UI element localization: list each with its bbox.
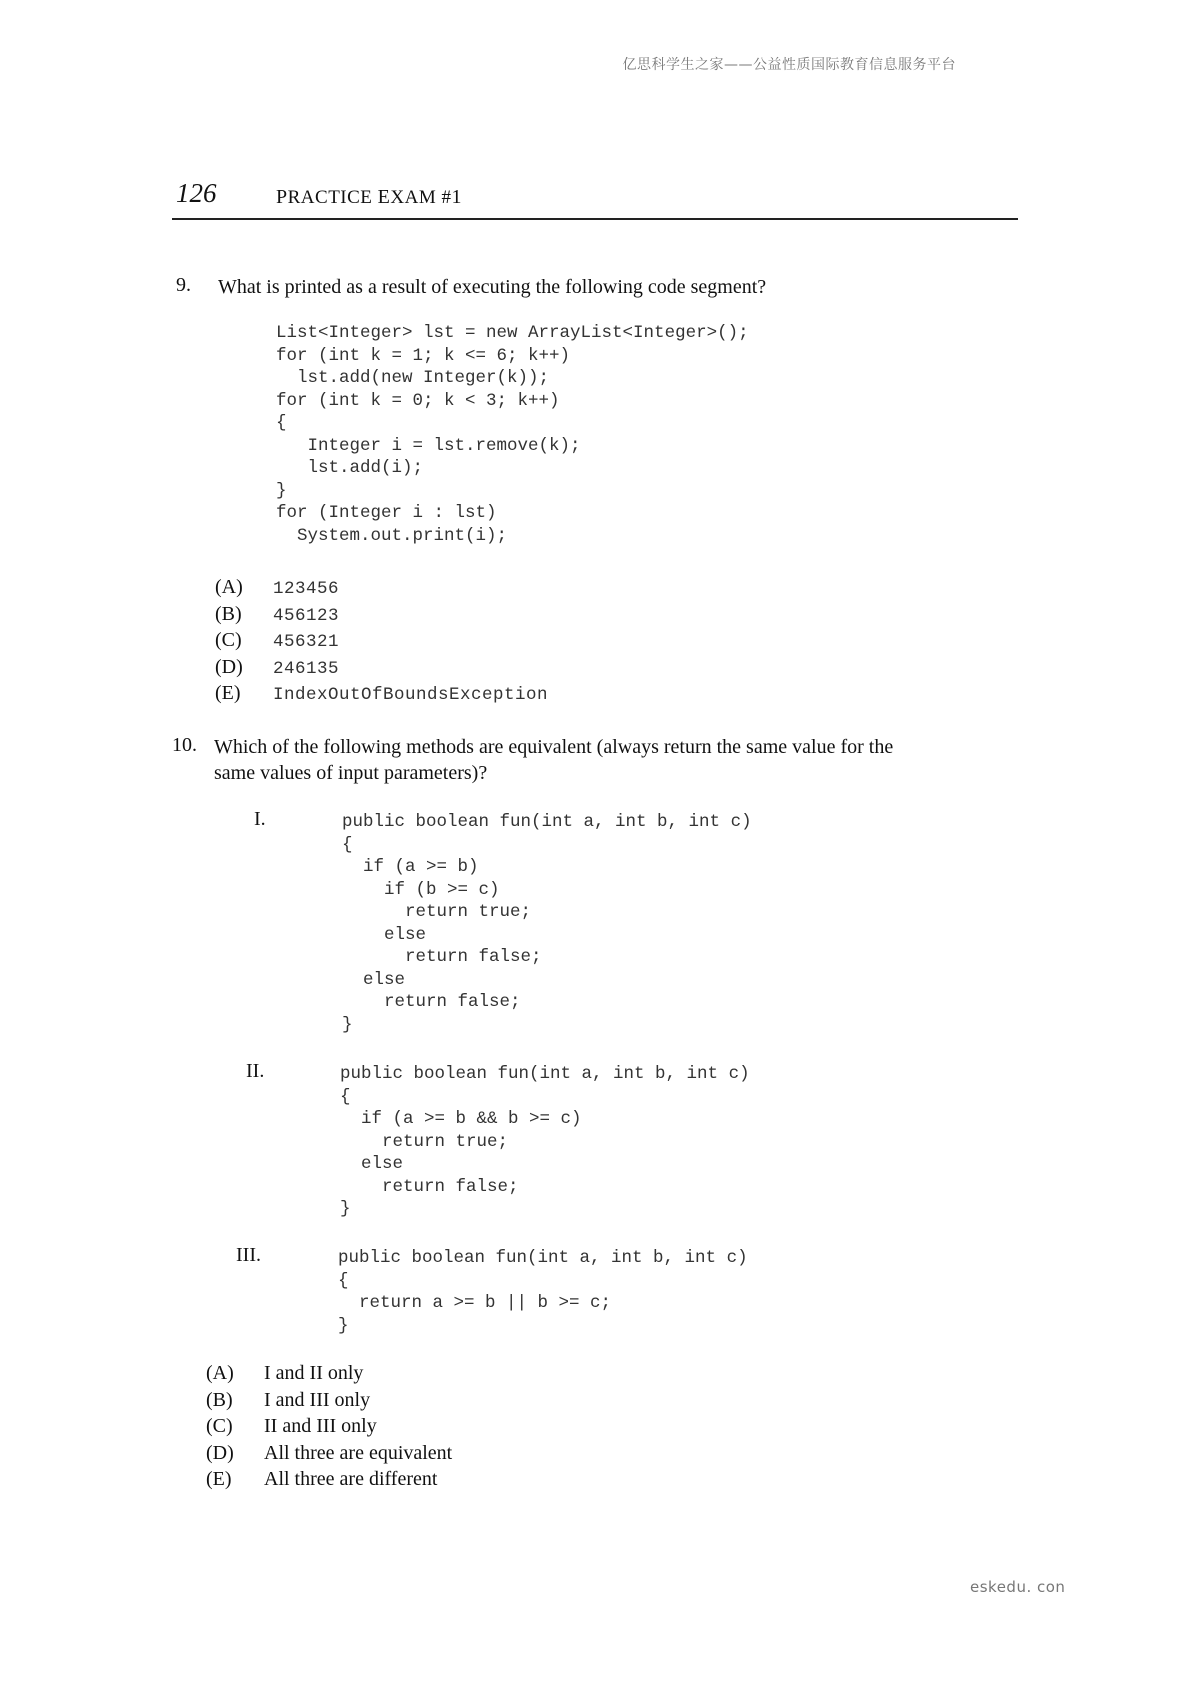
method-ii-label: II. [246, 1060, 265, 1082]
choice-e: (E) IndexOutOfBoundsException [215, 682, 549, 705]
page-number: 126 [176, 178, 217, 208]
question-9-code: List<Integer> lst = new ArrayList<Integer>(); for (int k = 1; k <= 6; k++) lst.add(new Integer(k)); for (int k = 0; k < 3; k++) { Integer i = lst.remove(k); lst.add(i); } for (Integer i : lst) System.out.print(i); [276, 323, 749, 546]
header-rule [172, 218, 1018, 220]
question-10-choices [206, 1362, 452, 1495]
question-9-choices [215, 576, 548, 709]
choice-d: (D) All three are equivalent [206, 1441, 453, 1464]
question-10-text: Which of the following methods are equivalent (always return the same value for the same values of input parameters)? [214, 736, 894, 784]
watermark-bottom: eskedu. con [970, 1578, 1066, 1596]
method-iii-code: public boolean fun(int a, int b, int c) { return a >= b || b >= c; } [338, 1248, 748, 1336]
choice-c: (C) 456321 [215, 629, 340, 652]
choice-b: (B) 456123 [215, 602, 340, 626]
method-iii-label: III. [236, 1244, 261, 1266]
question-9-text: What is printed as a result of executing the following code segment? [218, 276, 767, 298]
watermark-top: 亿思科学生之家——公益性质国际教育信息服务平台 [622, 57, 956, 73]
running-header: PRACTICE EXAM #1 [276, 186, 462, 208]
choice-a: (A) 123456 [215, 576, 340, 599]
choice-d: (D) 246135 [215, 655, 340, 679]
choice-b: (B) I and III only [206, 1388, 371, 1411]
method-ii-code: public boolean fun(int a, int b, int c) { if (a >= b && b >= c) return true; else return false; } [340, 1064, 750, 1219]
method-i-label: I. [254, 808, 266, 830]
choice-a: (A) I and II only [206, 1362, 364, 1384]
choice-c: (C) II and III only [206, 1415, 377, 1437]
choice-e: (E) All three are different [206, 1468, 438, 1490]
method-i-code: public boolean fun(int a, int b, int c) { if (a >= b) if (b >= c) return true; else return false; else return false; } [342, 812, 752, 1035]
question-10-number: 10. [172, 734, 197, 756]
question-9-number: 9. [176, 274, 191, 296]
